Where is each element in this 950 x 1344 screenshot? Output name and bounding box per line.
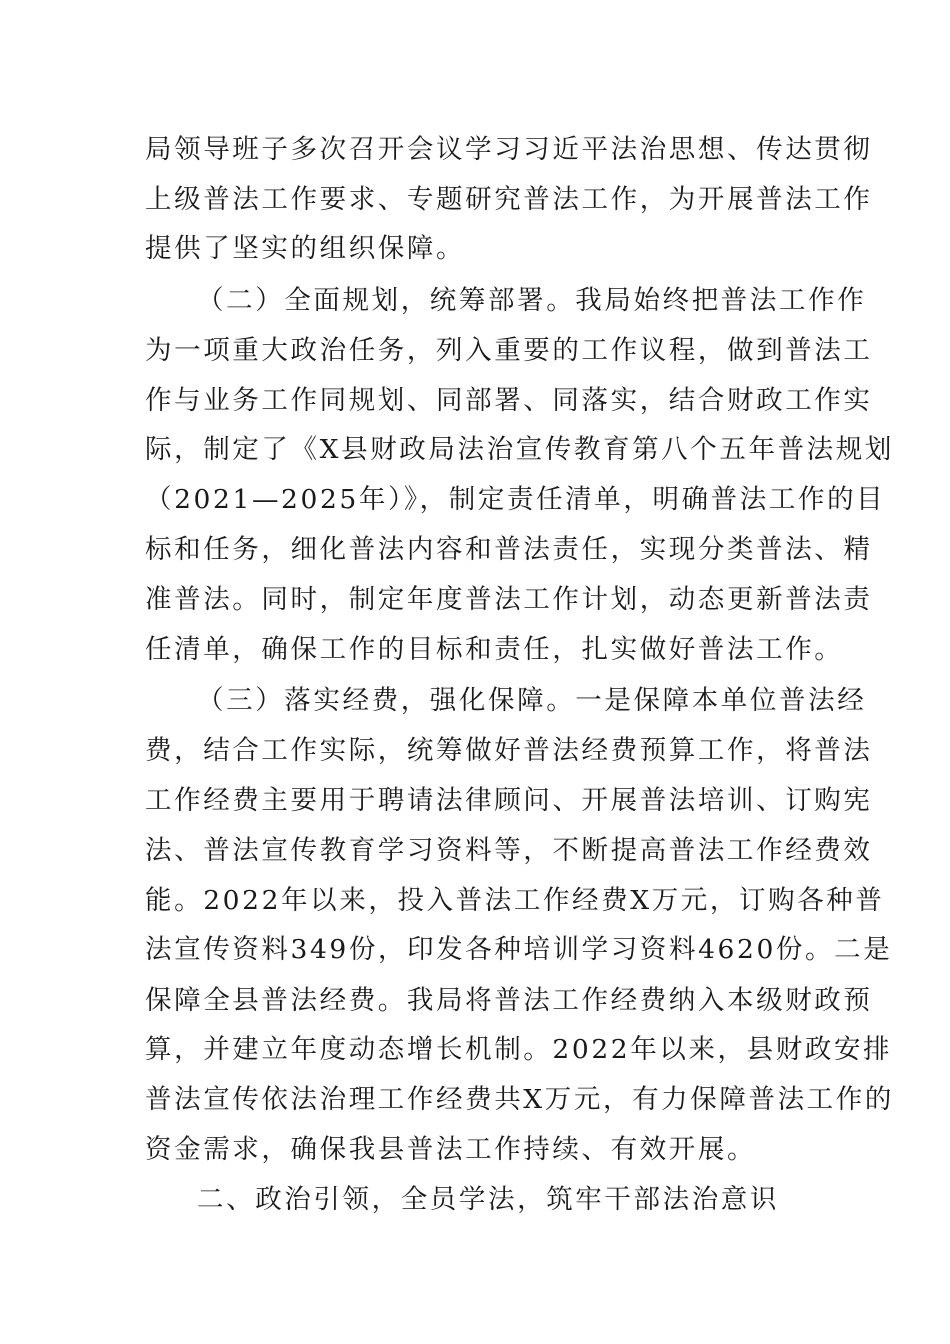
text-line: 任清单，确保工作的目标和责任，扎实做好普法工作。: [145, 634, 844, 665]
text-line: 保障全县普法经费。我局将普法工作经费纳入本级财政预: [145, 985, 873, 1016]
text-line: 法宣传资料349份，印发各种培训学习资料4620份。二是: [145, 934, 893, 965]
text-line: 算，并建立年度动态增长机制。2022年以来，县财政安排: [145, 1034, 893, 1065]
text-line: 费，结合工作实际，统筹做好普法经费预算工作，将普法: [145, 735, 873, 766]
text-line: （2021—2025年）》，制定责任清单，明确普法工作的目: [145, 484, 886, 515]
text-line: 普法宣传依法治理工作经费共X万元，有力保障普法工作的: [145, 1084, 894, 1115]
text-line: 为一项重大政治任务，列入重要的工作议程，做到普法工: [145, 335, 873, 366]
text-line: 标和任务，细化普法内容和普法责任，实现分类普法、精: [145, 534, 873, 565]
text-line: 工作经费主要用于聘请法律顾问、开展普法培训、订购宪: [145, 785, 873, 816]
text-line: 局领导班子多次召开会议学习习近平法治思想、传达贯彻: [145, 134, 873, 165]
text-line: 际，制定了《X县财政局法治宣传教育第八个五年普法规划: [145, 434, 894, 465]
text-line: 提供了坚实的组织保障。: [145, 233, 466, 264]
text-line: 法、普法宣传教育学习资料等，不断提高普法工作经费效: [145, 835, 873, 866]
text-line: 准普法。同时，制定年度普法工作计划，动态更新普法责: [145, 584, 873, 615]
section-heading: 二、政治引领，全员学法，筑牢干部法治意识: [197, 1184, 779, 1215]
text-line: 资金需求，确保我县普法工作持续、有效开展。: [145, 1134, 757, 1165]
text-line: 能。2022年以来，投入普法工作经费X万元，订购各种普: [145, 885, 885, 916]
paragraph-heading-line: （二）全面规划，统筹部署。我局始终把普法工作作: [197, 285, 867, 316]
paragraph-heading-line: （三）落实经费，强化保障。一是保障本单位普法经: [197, 685, 867, 716]
text-line: 上级普法工作要求、专题研究普法工作，为开展普法工作: [145, 184, 873, 215]
text-line: 作与业务工作同规划、同部署、同落实，结合财政工作实: [145, 385, 873, 416]
